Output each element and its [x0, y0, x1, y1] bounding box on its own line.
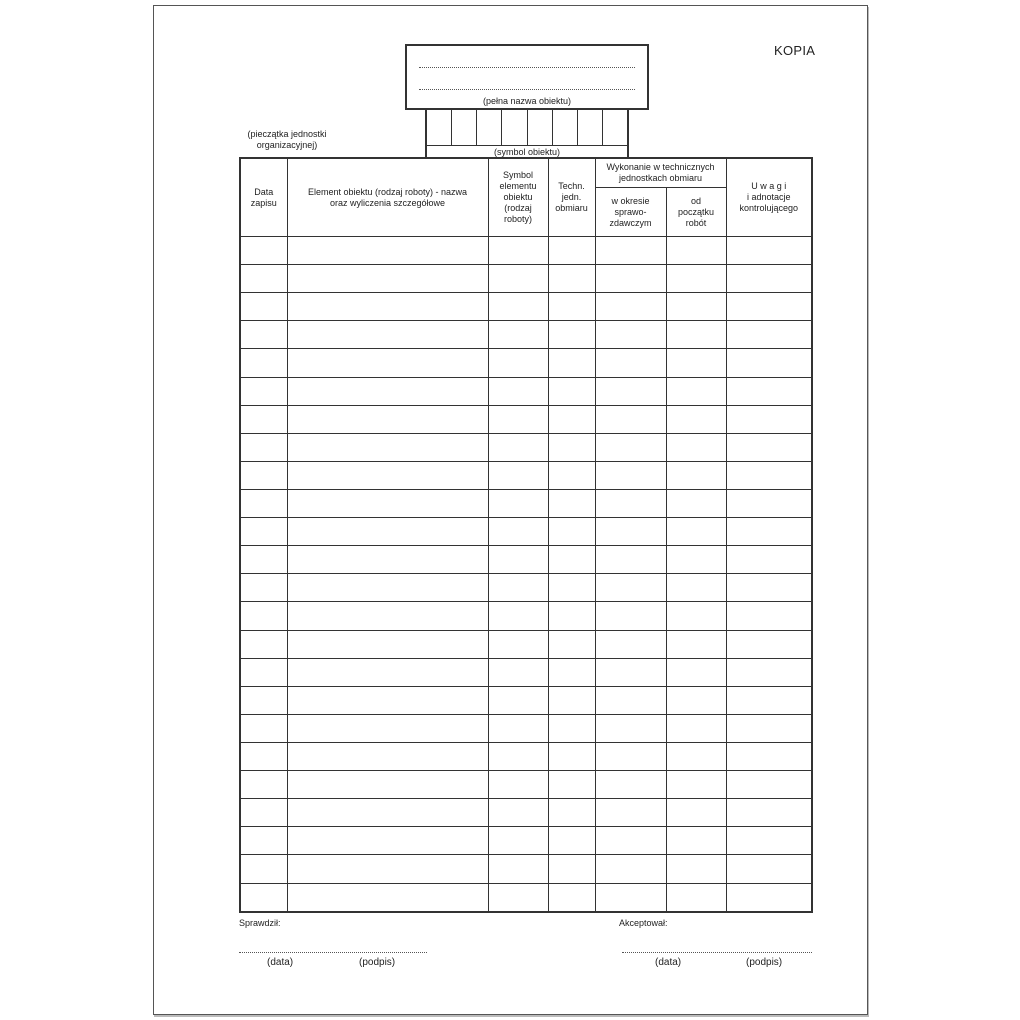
- symbol-cell: [502, 110, 527, 145]
- table-cell[interactable]: [240, 799, 287, 827]
- table-cell[interactable]: [595, 237, 666, 265]
- table-cell[interactable]: [548, 658, 595, 686]
- table-cell[interactable]: [666, 237, 726, 265]
- table-cell[interactable]: [287, 714, 488, 742]
- table-cell[interactable]: [666, 433, 726, 461]
- table-cell[interactable]: [488, 321, 548, 349]
- table-cell[interactable]: [595, 883, 666, 912]
- table-cell[interactable]: [595, 630, 666, 658]
- table-cell[interactable]: [726, 827, 812, 855]
- table-row: [240, 237, 812, 265]
- table-cell[interactable]: [726, 237, 812, 265]
- column-header-execution: Wykonanie w technicznych jednostkach obmiaru: [595, 158, 726, 188]
- table-body: [240, 237, 812, 913]
- table-cell[interactable]: [488, 237, 548, 265]
- table-cell[interactable]: [666, 265, 726, 293]
- table-cell[interactable]: [548, 293, 595, 321]
- table-cell[interactable]: [595, 377, 666, 405]
- table-row: [240, 742, 812, 770]
- table-cell[interactable]: [595, 686, 666, 714]
- table-cell[interactable]: [287, 461, 488, 489]
- table-cell[interactable]: [548, 433, 595, 461]
- symbol-cell: [553, 110, 578, 145]
- table-cell[interactable]: [240, 349, 287, 377]
- table-row: [240, 574, 812, 602]
- table-cell[interactable]: [726, 518, 812, 546]
- table-cell[interactable]: [287, 686, 488, 714]
- table-cell[interactable]: [287, 433, 488, 461]
- table-cell[interactable]: [548, 855, 595, 883]
- table-cell[interactable]: [666, 799, 726, 827]
- stamp-caption-line-1: (pieczątka jednostki: [247, 129, 327, 139]
- object-symbol-box: [425, 108, 629, 159]
- accepted-date-caption: (data): [655, 957, 682, 968]
- table-cell[interactable]: [666, 686, 726, 714]
- table-cell[interactable]: [240, 602, 287, 630]
- table-cell[interactable]: [240, 489, 287, 517]
- table-cell[interactable]: [548, 742, 595, 770]
- table-cell[interactable]: [595, 405, 666, 433]
- table-row: [240, 518, 812, 546]
- measurement-table: [239, 157, 813, 913]
- table-cell[interactable]: [726, 771, 812, 799]
- table-row: [240, 602, 812, 630]
- table-cell[interactable]: [726, 321, 812, 349]
- table-cell[interactable]: [726, 461, 812, 489]
- table-row: [240, 433, 812, 461]
- table-cell[interactable]: [240, 237, 287, 265]
- table-cell[interactable]: [726, 377, 812, 405]
- object-name-line-2: [419, 89, 635, 90]
- table-cell[interactable]: [488, 855, 548, 883]
- table-cell[interactable]: [240, 433, 287, 461]
- table-cell[interactable]: [666, 630, 726, 658]
- table-cell[interactable]: [726, 855, 812, 883]
- table-cell[interactable]: [666, 518, 726, 546]
- table-cell[interactable]: [287, 518, 488, 546]
- table-row: [240, 714, 812, 742]
- table-cell[interactable]: [595, 461, 666, 489]
- table-cell[interactable]: [287, 883, 488, 912]
- table-cell[interactable]: [548, 714, 595, 742]
- accepted-signature-line: [622, 952, 812, 953]
- column-header-unit: Techn. jedn. obmiaru: [548, 158, 595, 237]
- table-cell[interactable]: [666, 489, 726, 517]
- object-symbol-caption: (symbol obiektu): [493, 147, 561, 157]
- table-cell[interactable]: [548, 461, 595, 489]
- column-header-date: Data zapisu: [240, 158, 287, 237]
- table-cell[interactable]: [287, 630, 488, 658]
- table-cell[interactable]: [287, 827, 488, 855]
- table-cell[interactable]: [666, 321, 726, 349]
- table-cell[interactable]: [488, 265, 548, 293]
- table-cell[interactable]: [726, 742, 812, 770]
- table-cell[interactable]: [595, 742, 666, 770]
- table-cell[interactable]: [595, 489, 666, 517]
- table-cell[interactable]: [595, 349, 666, 377]
- table-cell[interactable]: [726, 658, 812, 686]
- table-cell[interactable]: [240, 742, 287, 770]
- table-cell[interactable]: [548, 630, 595, 658]
- table-cell[interactable]: [240, 321, 287, 349]
- table-cell[interactable]: [287, 405, 488, 433]
- table-cell[interactable]: [548, 321, 595, 349]
- table-row: [240, 658, 812, 686]
- table-cell[interactable]: [488, 461, 548, 489]
- symbol-cell: [452, 110, 477, 145]
- table-cell[interactable]: [595, 574, 666, 602]
- table-cell[interactable]: [595, 855, 666, 883]
- table-cell[interactable]: [287, 377, 488, 405]
- object-name-box: [405, 44, 649, 110]
- table-cell[interactable]: [548, 237, 595, 265]
- table-cell[interactable]: [548, 827, 595, 855]
- table-cell[interactable]: [726, 714, 812, 742]
- table-cell[interactable]: [548, 489, 595, 517]
- table-cell[interactable]: [240, 827, 287, 855]
- table-cell[interactable]: [666, 461, 726, 489]
- table-cell[interactable]: [726, 630, 812, 658]
- table-row: [240, 771, 812, 799]
- table-cell[interactable]: [488, 574, 548, 602]
- table-cell[interactable]: [666, 574, 726, 602]
- table-cell[interactable]: [240, 658, 287, 686]
- checked-label: Sprawdził:: [239, 918, 281, 928]
- table-cell[interactable]: [287, 855, 488, 883]
- table-cell[interactable]: [240, 883, 287, 912]
- table-cell[interactable]: [287, 799, 488, 827]
- table-cell[interactable]: [240, 714, 287, 742]
- table-cell[interactable]: [548, 349, 595, 377]
- table-cell[interactable]: [240, 377, 287, 405]
- table-cell[interactable]: [287, 546, 488, 574]
- table-row: [240, 546, 812, 574]
- table-cell[interactable]: [240, 518, 287, 546]
- table-cell[interactable]: [488, 518, 548, 546]
- table-cell[interactable]: [287, 321, 488, 349]
- accepted-signature-caption: (podpis): [746, 957, 783, 968]
- table-cell[interactable]: [287, 602, 488, 630]
- stamp-caption: [237, 129, 337, 151]
- symbol-cell: [427, 110, 452, 145]
- table-cell[interactable]: [287, 293, 488, 321]
- table-cell[interactable]: [488, 489, 548, 517]
- table-cell[interactable]: [488, 742, 548, 770]
- table-row: [240, 686, 812, 714]
- table-cell[interactable]: [240, 574, 287, 602]
- column-header-symbol: Symbol elementu obiektu (rodzaj roboty): [488, 158, 548, 237]
- table-cell[interactable]: [595, 602, 666, 630]
- table-cell[interactable]: [595, 771, 666, 799]
- table-cell[interactable]: [287, 658, 488, 686]
- copy-label: KOPIA: [774, 43, 816, 58]
- table-cell[interactable]: [548, 602, 595, 630]
- table-cell[interactable]: [666, 293, 726, 321]
- table-cell[interactable]: [287, 349, 488, 377]
- table-cell[interactable]: [488, 827, 548, 855]
- table-cell[interactable]: [287, 265, 488, 293]
- column-header-in-period: w okresie sprawo-zdawczym: [595, 188, 666, 237]
- table-row: [240, 855, 812, 883]
- stamp-caption-line-2: organizacyjnej): [256, 140, 318, 150]
- table-cell[interactable]: [240, 771, 287, 799]
- table-row: [240, 377, 812, 405]
- table-cell[interactable]: [287, 489, 488, 517]
- remarks-line-1: U w a g i: [751, 181, 787, 191]
- table-cell[interactable]: [488, 883, 548, 912]
- object-name-line-1: [419, 67, 635, 68]
- table-cell[interactable]: [595, 293, 666, 321]
- table-cell[interactable]: [666, 714, 726, 742]
- table-cell[interactable]: [726, 293, 812, 321]
- table-cell[interactable]: [488, 349, 548, 377]
- table-cell[interactable]: [726, 799, 812, 827]
- table-cell[interactable]: [240, 405, 287, 433]
- table-cell[interactable]: [726, 265, 812, 293]
- table-cell[interactable]: [488, 602, 548, 630]
- symbol-cell: [477, 110, 502, 145]
- table-cell[interactable]: [488, 405, 548, 433]
- table-row: [240, 293, 812, 321]
- table-row: [240, 349, 812, 377]
- table-cell[interactable]: [726, 546, 812, 574]
- table-cell[interactable]: [548, 771, 595, 799]
- symbol-cell: [528, 110, 553, 145]
- table-cell[interactable]: [548, 518, 595, 546]
- table-cell[interactable]: [240, 461, 287, 489]
- table-cell[interactable]: [488, 433, 548, 461]
- table-cell[interactable]: [666, 349, 726, 377]
- table-cell[interactable]: [666, 602, 726, 630]
- table-cell[interactable]: [240, 293, 287, 321]
- table-cell[interactable]: [595, 714, 666, 742]
- table-cell[interactable]: [595, 546, 666, 574]
- table-cell[interactable]: [666, 377, 726, 405]
- table-cell[interactable]: [548, 405, 595, 433]
- table-cell[interactable]: [287, 742, 488, 770]
- table-cell[interactable]: [488, 293, 548, 321]
- column-header-remarks: [726, 158, 812, 237]
- table-row: [240, 630, 812, 658]
- column-header-from-start: od początku robót: [666, 188, 726, 237]
- table-cell[interactable]: [548, 546, 595, 574]
- table-cell[interactable]: [240, 546, 287, 574]
- table-cell[interactable]: [548, 799, 595, 827]
- table-cell[interactable]: [666, 771, 726, 799]
- table-cell[interactable]: [240, 630, 287, 658]
- table-cell[interactable]: [488, 686, 548, 714]
- checked-signature-line: [239, 952, 427, 953]
- column-header-element: Element obiektu (rodzaj roboty) - nazwa oraz wyliczenia szczegółowe: [287, 158, 488, 237]
- table-cell[interactable]: [488, 714, 548, 742]
- table-cell[interactable]: [726, 489, 812, 517]
- table-cell[interactable]: [488, 630, 548, 658]
- table-cell[interactable]: [595, 799, 666, 827]
- symbol-cell: [603, 110, 627, 145]
- table-cell[interactable]: [726, 433, 812, 461]
- table-row: [240, 265, 812, 293]
- table-cell[interactable]: [595, 265, 666, 293]
- table-cell[interactable]: [595, 518, 666, 546]
- table-cell[interactable]: [666, 855, 726, 883]
- object-symbol-cells: [427, 110, 627, 146]
- table-cell[interactable]: [726, 883, 812, 912]
- table-cell[interactable]: [595, 827, 666, 855]
- table-cell[interactable]: [488, 658, 548, 686]
- table-cell[interactable]: [726, 574, 812, 602]
- table-cell[interactable]: [488, 799, 548, 827]
- table-row: [240, 883, 812, 912]
- table-cell[interactable]: [666, 405, 726, 433]
- table-cell[interactable]: [726, 349, 812, 377]
- table-row: [240, 827, 812, 855]
- table-cell[interactable]: [666, 546, 726, 574]
- table-cell[interactable]: [240, 686, 287, 714]
- table-row: [240, 489, 812, 517]
- table-cell[interactable]: [548, 883, 595, 912]
- table-cell[interactable]: [287, 771, 488, 799]
- table-cell[interactable]: [488, 771, 548, 799]
- table-cell[interactable]: [595, 658, 666, 686]
- object-name-caption: (pełna nazwa obiektu): [482, 96, 572, 106]
- table-cell[interactable]: [240, 855, 287, 883]
- table-cell[interactable]: [726, 405, 812, 433]
- table-row: [240, 321, 812, 349]
- table-cell[interactable]: [666, 658, 726, 686]
- table-cell[interactable]: [595, 321, 666, 349]
- accepted-label: Akceptował:: [619, 918, 668, 928]
- table-cell[interactable]: [548, 377, 595, 405]
- table-cell[interactable]: [287, 237, 488, 265]
- symbol-cell: [578, 110, 603, 145]
- table-row: [240, 405, 812, 433]
- table-cell[interactable]: [488, 377, 548, 405]
- table-row: [240, 799, 812, 827]
- table-cell[interactable]: [240, 265, 287, 293]
- table-cell[interactable]: [488, 546, 548, 574]
- table-cell[interactable]: [548, 574, 595, 602]
- remarks-line-2: i adnotacje kontrolującego: [739, 192, 799, 213]
- table-cell[interactable]: [548, 686, 595, 714]
- table-cell[interactable]: [726, 686, 812, 714]
- table-cell[interactable]: [595, 433, 666, 461]
- table-cell[interactable]: [726, 602, 812, 630]
- table-row: [240, 461, 812, 489]
- table-cell[interactable]: [666, 883, 726, 912]
- table-cell[interactable]: [287, 574, 488, 602]
- table-cell[interactable]: [666, 742, 726, 770]
- table-cell[interactable]: [666, 827, 726, 855]
- checked-signature-caption: (podpis): [359, 957, 396, 968]
- checked-date-caption: (data): [267, 957, 294, 968]
- table-cell[interactable]: [548, 265, 595, 293]
